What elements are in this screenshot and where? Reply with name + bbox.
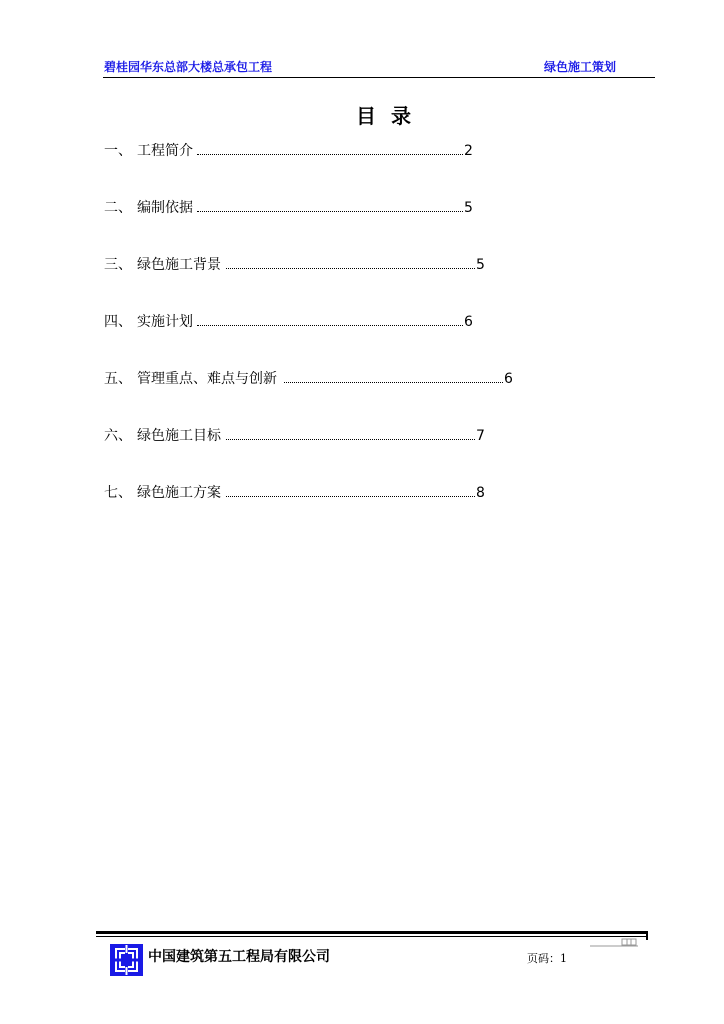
header-divider xyxy=(103,77,655,78)
toc-entry-number: 三、 xyxy=(104,257,132,273)
toc-entry-page: 5 xyxy=(476,257,485,273)
toc-leader-dots xyxy=(226,268,475,269)
toc-entry-page: 7 xyxy=(476,428,485,444)
toc-leader-dots xyxy=(197,325,463,326)
toc-entry-page: 2 xyxy=(464,143,473,159)
toc-title: 目 录 xyxy=(356,104,415,128)
toc-entry-number: 七、 xyxy=(104,485,132,501)
toc-entry-page: 5 xyxy=(464,200,473,216)
toc-leader-dots xyxy=(197,211,463,212)
header-project-title: 碧桂园华东总部大楼总承包工程 xyxy=(104,60,273,74)
footer-divider-thick xyxy=(96,931,648,934)
toc-leader-dots xyxy=(284,382,503,383)
toc-entry-text: 管理重点、难点与创新 xyxy=(137,371,277,387)
company-logo-icon xyxy=(110,944,143,976)
toc-entry-text: 绿色施工目标 xyxy=(137,428,221,444)
toc-entry-page: 8 xyxy=(476,485,485,501)
footer-divider-thin xyxy=(96,936,648,937)
toc-entry-text: 编制依据 xyxy=(137,200,193,216)
toc-entry-text: 绿色施工背景 xyxy=(137,257,221,273)
toc-leader-dots xyxy=(197,154,463,155)
header-section-title: 绿色施工策划 xyxy=(544,60,617,74)
toc-entry-number: 一、 xyxy=(104,143,132,159)
toc-entry-number: 二、 xyxy=(104,200,132,216)
toc-leader-dots xyxy=(226,439,475,440)
toc-entry-number: 六、 xyxy=(104,428,132,444)
footer-company-name: 中国建筑第五工程局有限公司 xyxy=(148,949,330,965)
toc-entry-text: 绿色施工方案 xyxy=(137,485,221,501)
footer-page-number: 页码：1 xyxy=(527,952,567,965)
toc-entry-number: 四、 xyxy=(104,314,132,330)
toc-entry-page: 6 xyxy=(464,314,473,330)
footer-divider-end xyxy=(646,931,648,940)
toc-entry-text: 工程简介 xyxy=(137,143,193,159)
toc-entry-text: 实施计划 xyxy=(137,314,193,330)
toc-entry-page: 6 xyxy=(504,371,513,387)
toc-leader-dots xyxy=(226,496,475,497)
page-corner-mark xyxy=(590,937,638,949)
toc-entry-number: 五、 xyxy=(104,371,132,387)
